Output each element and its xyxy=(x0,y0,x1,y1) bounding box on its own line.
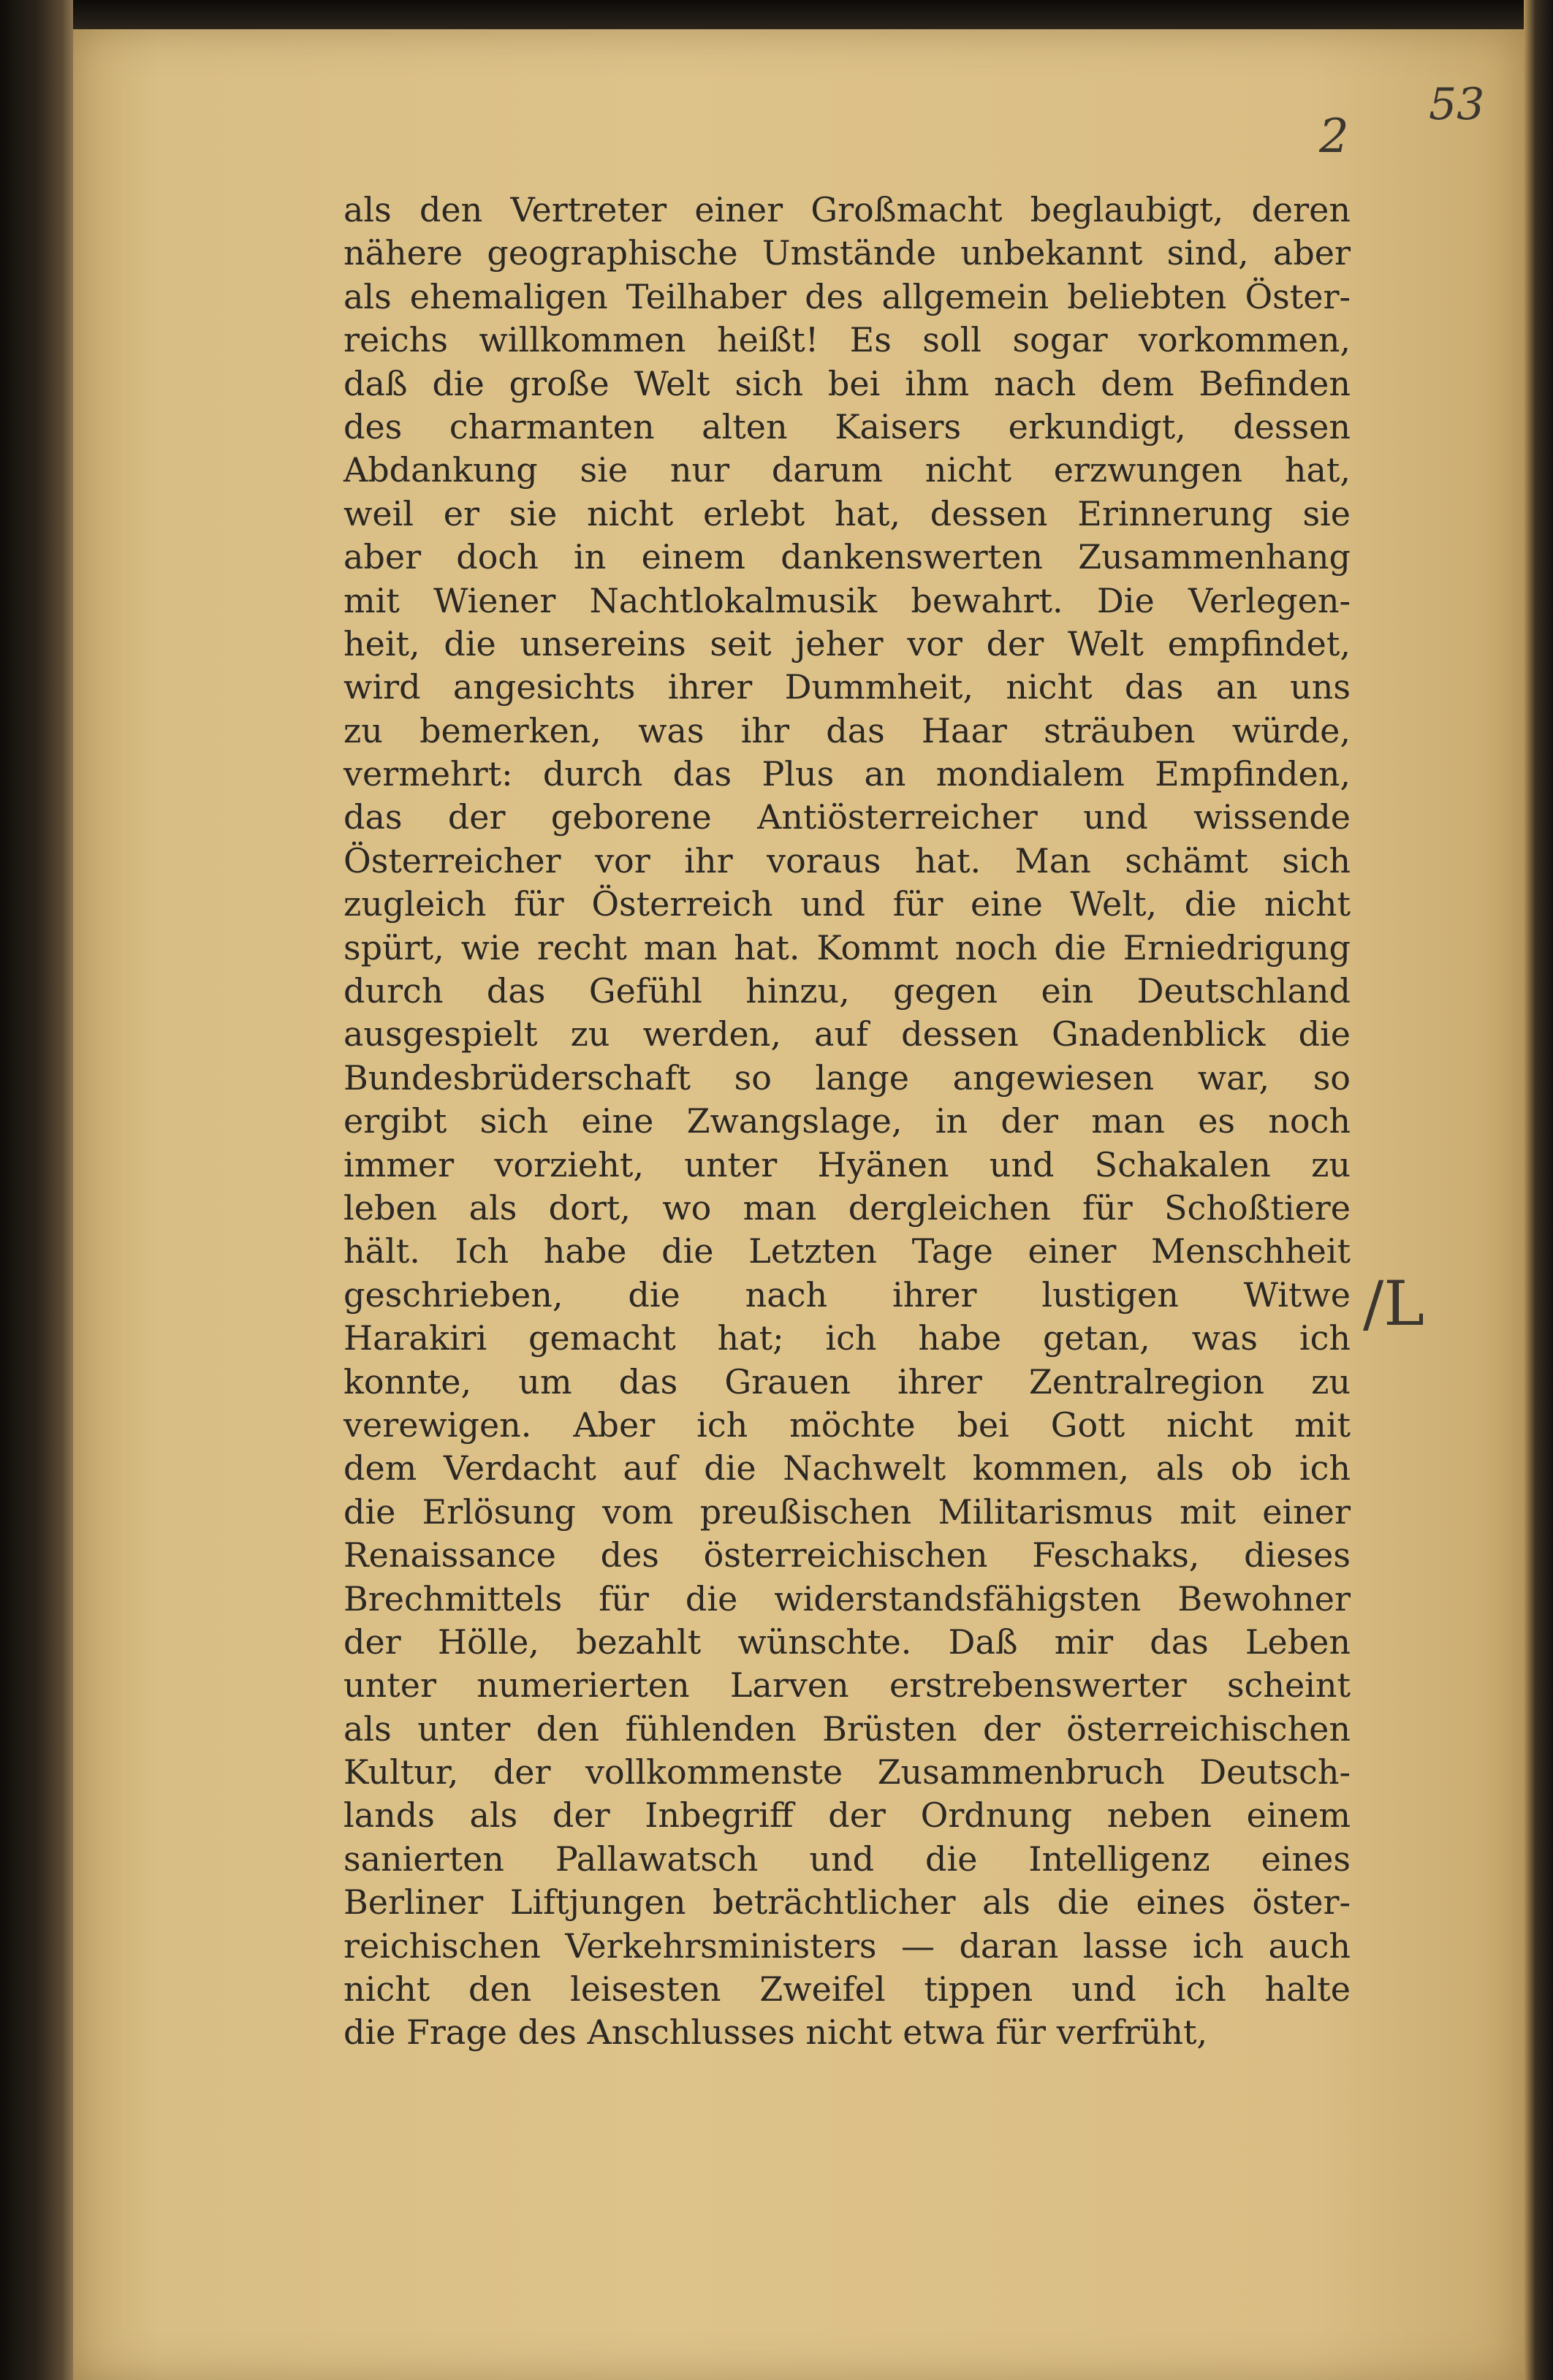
text-line: des charmanten alten Kaisers erkundigt, dessen xyxy=(343,406,1351,446)
text-line: spürt, wie recht man hat. Kommt noch die Erniedrigung xyxy=(343,927,1351,967)
pencil-page-number-1: 2 xyxy=(1319,110,1349,164)
text-line: die Erlösung vom preußischen Militarismus mit einer xyxy=(343,1491,1351,1532)
text-line: Renaissance des österreichischen Feschaks, dieses xyxy=(343,1535,1351,1575)
text-line: weil er sie nicht erlebt hat, dessen Erinnerung sie xyxy=(343,493,1351,533)
text-line: der Hölle, bezahlt wünschte. Daß mir das Leben xyxy=(343,1621,1351,1662)
text-line: als unter den fühlenden Brüsten der österreichischen xyxy=(343,1708,1351,1749)
pencil-page-number-2: 53 xyxy=(1429,79,1485,130)
text-line: durch das Gefühl hinzu, gegen ein Deutschland xyxy=(343,971,1351,1011)
text-line: heit, die unsereins seit jeher vor der Welt empfindet, xyxy=(343,623,1351,664)
text-line: wird angesichts ihrer Dummheit, nicht das an uns xyxy=(343,667,1351,707)
text-line: Kultur, der vollkommenste Zusammenbruch Deutsch- xyxy=(343,1752,1351,1792)
text-line: dem Verdacht auf die Nachwelt kommen, als ob ich xyxy=(343,1448,1351,1489)
text-line: Berliner Liftjungen beträchtlicher als die eines öster- xyxy=(343,1882,1351,1923)
text-line: die Frage des Anschlusses nicht etwa für verfrüht, xyxy=(343,2012,1208,2053)
book-spine xyxy=(0,0,73,2380)
text-line: ausgespielt zu werden, auf dessen Gnadenblick die xyxy=(343,1014,1351,1054)
text-line: Harakiri gemacht hat; ich habe getan, was ich xyxy=(343,1318,1351,1358)
text-line: als ehemaligen Teilhaber des allgemein beliebten Öster- xyxy=(343,276,1351,316)
text-line: reichischen Verkehrsministers — daran lasse ich auch xyxy=(343,1925,1351,1966)
text-line: aber doch in einem dankenswerten Zusammenhang xyxy=(343,537,1351,577)
text-line: Bundesbrüderschaft so lange angewiesen war, so xyxy=(343,1057,1351,1098)
text-line: konnte, um das Grauen ihrer Zentralregion zu xyxy=(343,1361,1351,1402)
text-line: unter numerierten Larven erstrebenswerter scheint xyxy=(343,1665,1351,1706)
page-right-edge xyxy=(1524,0,1553,2380)
text-line: reichs willkommen heißt! Es soll sogar vorkommen, xyxy=(343,320,1351,360)
text-line: das der geborene Antiösterreicher und wissende xyxy=(343,797,1351,837)
text-line: leben als dort, wo man dergleichen für Schoßtiere xyxy=(343,1187,1351,1228)
text-line: als den Vertreter einer Großmacht beglaubigt, deren xyxy=(343,190,1351,229)
text-line: Österreicher vor ihr voraus hat. Man schämt sich xyxy=(343,840,1351,881)
text-line: immer vorzieht, unter Hyänen und Schakalen zu xyxy=(343,1144,1351,1185)
text-line: daß die große Welt sich bei ihm nach dem Befinden xyxy=(343,363,1351,403)
text-line: zu bemerken, was ihr das Haar sträuben würde, xyxy=(343,710,1351,750)
text-line: lands als der Inbegriff der Ordnung neben einem xyxy=(343,1795,1351,1836)
text-line: Brechmittels für die widerstandsfähigsten Bewohner xyxy=(343,1578,1351,1619)
text-line: verewigen. Aber ich möchte bei Gott nicht mit xyxy=(343,1404,1351,1445)
body-text xyxy=(343,189,1351,2055)
text-line: ergibt sich eine Zwangslage, in der man es noch xyxy=(343,1101,1351,1141)
text-line: Abdankung sie nur darum nicht erzwungen hat, xyxy=(343,450,1351,490)
text-line: geschrieben, die nach ihrer lustigen Witwe xyxy=(343,1274,1351,1315)
text-line: zugleich für Österreich und für eine Welt, die nicht xyxy=(343,884,1351,924)
text-line: nicht den leisesten Zweifel tippen und ich halte xyxy=(343,1969,1351,2010)
text-line: mit Wiener Nachtlokalmusik bewahrt. Die Verlegen- xyxy=(343,580,1351,620)
text-line: nähere geographische Umstände unbekannt sind, aber xyxy=(343,233,1351,273)
text-line: sanierten Pallawatsch und die Intelligenz eines xyxy=(343,1839,1351,1879)
text-line: hält. Ich habe die Letzten Tage einer Menschheit xyxy=(343,1231,1351,1271)
pencil-margin-mark: /L xyxy=(1363,1268,1425,1339)
text-line: vermehrt: durch das Plus an mondialem Empfinden, xyxy=(343,754,1351,794)
scan-top-edge xyxy=(0,0,1553,29)
